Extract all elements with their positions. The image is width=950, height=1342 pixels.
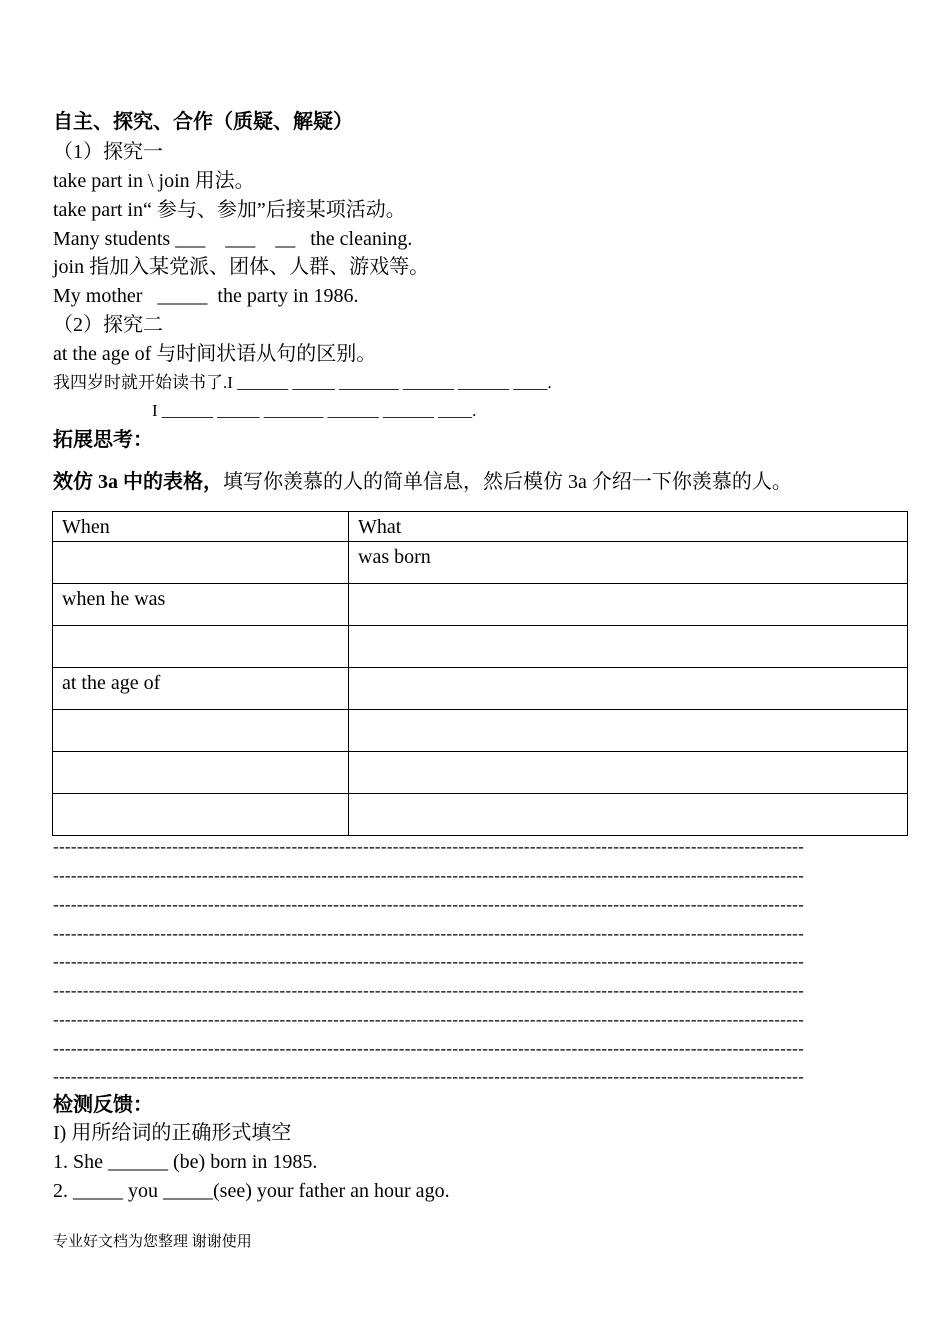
writing-line[interactable]: ------------------------------------------------------------------------------------------------------------------------------ — [53, 1068, 805, 1086]
explore1-exercise1: Many students ___ ___ __ the cleaning. — [53, 228, 413, 250]
table-row — [53, 542, 908, 584]
table-header-row — [53, 512, 908, 542]
table-cell[interactable] — [53, 794, 349, 836]
table-cell[interactable]: at the age of — [53, 668, 349, 710]
table-row — [53, 752, 908, 794]
explore1-title: （1）探究一 — [53, 141, 163, 163]
table-row — [53, 794, 908, 836]
explore1-line2: take part in“ 参与、参加”后接某项活动。 — [53, 199, 406, 221]
info-table — [52, 511, 908, 836]
table-cell[interactable] — [53, 752, 349, 794]
writing-line[interactable]: ------------------------------------------------------------------------------------------------------------------------------ — [53, 896, 805, 914]
table-row — [53, 584, 908, 626]
explore2-line1: at the age of 与时间状语从句的区别。 — [53, 343, 377, 365]
extension-instruction-rest: 填写你羡慕的人的简单信息，然后模仿 3a 介绍一下你羡慕的人。 — [223, 471, 792, 493]
writing-line[interactable]: ------------------------------------------------------------------------------------------------------------------------------ — [53, 1011, 805, 1029]
feedback-part1-title: I) 用所给词的正确形式填空 — [53, 1122, 292, 1144]
extension-instruction-bold: 效仿 3a 中的表格， — [53, 471, 223, 493]
section-heading: 自主、探究、合作（质疑、解疑） — [53, 111, 353, 133]
table-cell[interactable] — [349, 752, 908, 794]
writing-line[interactable]: ------------------------------------------------------------------------------------------------------------------------------ — [53, 838, 805, 856]
table-cell[interactable] — [349, 710, 908, 752]
explore2-title: （2）探究二 — [53, 314, 163, 336]
table-header-when: When — [53, 512, 349, 542]
table-cell[interactable] — [349, 794, 908, 836]
explore2-exercise-line1: 我四岁时就开始读书了.I ______ _____ _______ ______ ______ ____. — [53, 373, 552, 392]
page-footer: 专业好文档为您整理 谢谢使用 — [53, 1234, 252, 1250]
explore1-line4: join 指加入某党派、团体、人群、游戏等。 — [53, 256, 430, 278]
feedback-heading: 检测反馈： — [53, 1094, 153, 1116]
table-cell[interactable]: when he was — [53, 584, 349, 626]
table-cell[interactable] — [53, 626, 349, 668]
table-cell[interactable] — [53, 710, 349, 752]
table-header-what: What — [349, 512, 908, 542]
feedback-question-1: 1. She ______ (be) born in 1985. — [53, 1151, 318, 1173]
table-cell[interactable] — [53, 542, 349, 584]
extension-heading: 拓展思考： — [53, 429, 153, 451]
writing-line[interactable]: ------------------------------------------------------------------------------------------------------------------------------ — [53, 867, 805, 885]
table-cell[interactable] — [349, 626, 908, 668]
table-row — [53, 668, 908, 710]
feedback-question-2: 2. _____ you _____(see) your father an hour ago. — [53, 1180, 450, 1202]
table-row — [53, 710, 908, 752]
writing-line[interactable]: ------------------------------------------------------------------------------------------------------------------------------ — [53, 1040, 805, 1058]
explore1-exercise2: My mother _____ the party in 1986. — [53, 285, 359, 307]
explore1-line1: take part in \ join 用法。 — [53, 170, 255, 192]
table-cell[interactable]: was born — [349, 542, 908, 584]
table-cell[interactable] — [349, 584, 908, 626]
extension-instruction — [53, 468, 792, 496]
writing-line[interactable]: ------------------------------------------------------------------------------------------------------------------------------ — [53, 953, 805, 971]
writing-line[interactable]: ------------------------------------------------------------------------------------------------------------------------------ — [53, 925, 805, 943]
explore2-exercise-line2: I ______ _____ _______ ______ ______ ____. — [152, 401, 477, 420]
table-row — [53, 626, 908, 668]
writing-line[interactable]: ------------------------------------------------------------------------------------------------------------------------------ — [53, 982, 805, 1000]
table-cell[interactable] — [349, 668, 908, 710]
